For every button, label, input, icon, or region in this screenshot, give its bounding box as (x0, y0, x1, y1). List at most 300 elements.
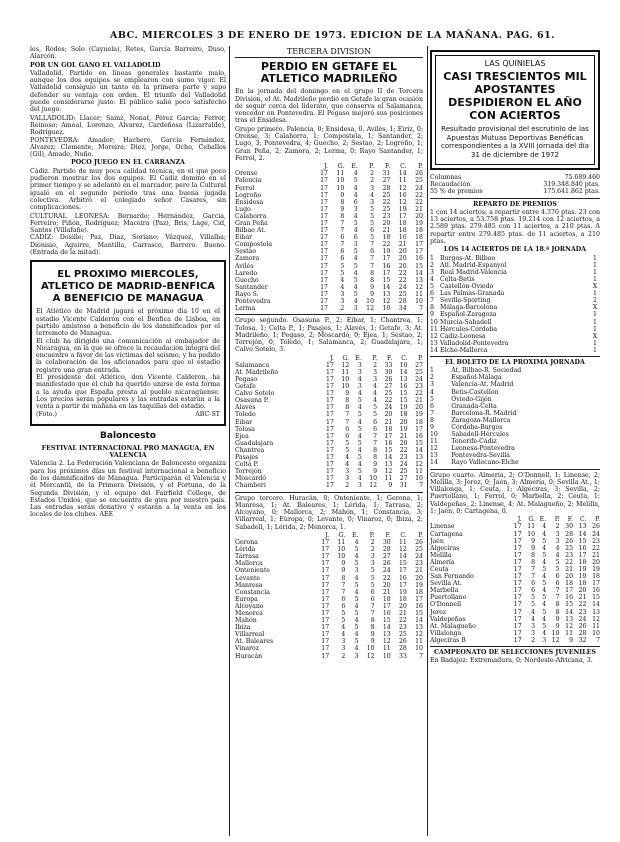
table-cell: J. (325, 531, 330, 539)
table-cell: Tenerife-Cádiz (451, 438, 497, 446)
table-cell: Osasuna P. (235, 397, 269, 405)
table-cell: 22 (382, 198, 391, 206)
table-cell: 9 (370, 638, 375, 646)
table-row (430, 552, 600, 559)
table-cell: J. (517, 516, 522, 524)
table-cell: 17 (320, 220, 328, 228)
table-cell: Avilés (235, 262, 254, 270)
table-cell: 4 (542, 573, 547, 581)
table-cell: 17 (320, 184, 328, 192)
table-cell: 16 (399, 383, 408, 391)
table-cell: 25 (399, 468, 408, 476)
table-row (235, 227, 423, 234)
table-cell: 5 (345, 439, 350, 447)
table-cell: 15 (382, 617, 391, 625)
table-row (235, 610, 423, 617)
table-cell: 19 (415, 411, 423, 419)
table-cell: F. (387, 354, 393, 362)
table-cell: Betis-Castellón (451, 388, 499, 396)
table-cell: 28 (382, 546, 391, 554)
table-cell: 3 (354, 652, 359, 660)
table-row (235, 419, 423, 426)
table-cell: 11 (398, 539, 407, 547)
table-cell: 9 (531, 537, 536, 545)
tercera-kicker: TERCERA DIVISION (286, 47, 372, 56)
rule (430, 646, 600, 647)
table-cell: G. (337, 163, 345, 171)
table-cell: 10 (399, 361, 408, 369)
table-cell: 10 (366, 298, 375, 306)
table-cell: 4 (357, 418, 362, 426)
table-cell: P. (418, 531, 423, 539)
table-cell: 17 (398, 212, 407, 220)
table-cell: 11 (565, 629, 574, 637)
table-cell: Rayo Vallecano-Elche (451, 459, 519, 467)
table-cell: 4 (373, 397, 378, 405)
table-cell: 5 (357, 439, 362, 447)
table-cell: 5 (430, 283, 434, 291)
table-cell: 21 (578, 594, 587, 602)
table-cell: Ferrol (235, 184, 255, 192)
table-cell: 22 (399, 446, 408, 454)
benfica-headline: EL PROXIMO MIERCOLES, ATLETICO DE MADRID-BENFICA A BENEFICIO DE MANAGUA (41, 269, 215, 305)
table-cell: Pontevedra (235, 298, 271, 306)
table-cell: Mahón (235, 617, 257, 625)
table-cell: 20 (398, 255, 407, 263)
table-cell: 30 (565, 523, 574, 531)
table-cell: 3 (357, 383, 362, 391)
table-cell: 1 (593, 261, 597, 269)
table-cell: 12 (366, 652, 375, 660)
table-cell: 4 (353, 227, 358, 235)
juveniles-heading: CAMPEONATO DE SELECCIONES JUVENILES (434, 649, 596, 657)
table-cell: 4 (542, 530, 547, 538)
table-row (430, 637, 600, 644)
table-cell: 3 (555, 530, 560, 538)
column-left (30, 46, 226, 520)
table-cell: 1 (430, 367, 434, 375)
table-cell: Alcoyano (235, 602, 264, 610)
table-cell: Logroño (235, 191, 262, 199)
table-cell: 1 (593, 254, 597, 262)
table-cell: 21 (592, 551, 600, 559)
table-cell: Ibiza (235, 624, 251, 632)
table-row (235, 426, 423, 433)
table-cell: 9 (531, 544, 536, 552)
table-cell: 6 (555, 580, 560, 588)
benfica-code: ABC-ST (195, 411, 220, 419)
table-cell: 17 (326, 439, 334, 447)
table-cell: 11 (336, 170, 345, 178)
table-cell: 17 (321, 638, 330, 646)
table-cell: 18 (578, 558, 587, 566)
table-cell: 16 (384, 439, 393, 447)
table-cell: 5 (531, 601, 536, 609)
table-cell: 10 (527, 530, 536, 538)
table-cell: F. (385, 531, 391, 539)
table-cell: Jerez (430, 608, 447, 616)
table-cell: Linense (430, 523, 455, 531)
table-cell: C. (400, 163, 407, 171)
table-cell: 75.689.460 (564, 174, 600, 182)
table-cell: 22 (398, 276, 407, 284)
table-cell: O'Donnell (430, 601, 462, 609)
table-cell: Leonesa-Pontevedra (451, 445, 515, 453)
table-cell: 12 (415, 631, 423, 639)
table-cell: 17 (320, 234, 328, 242)
table-row (235, 248, 423, 255)
table-row (235, 284, 423, 291)
table-row (430, 531, 600, 538)
table-cell: Europa (235, 595, 258, 603)
table-cell: 7 (596, 636, 600, 644)
table-cell: 33 (384, 361, 393, 369)
table-cell: 4 (357, 376, 362, 383)
table-cell: Laredo (235, 269, 258, 277)
table-cell: 4 (354, 539, 359, 547)
table-cell: 10 (415, 475, 423, 483)
table-row (235, 411, 423, 418)
table-cell: Menorca (235, 610, 263, 618)
table-cell: 18 (415, 234, 423, 242)
table-cell: 17 (415, 425, 423, 433)
table-cell: 4 (354, 588, 359, 596)
table-cell: 13 (384, 461, 393, 469)
table-cell: Algeciras (430, 544, 460, 552)
table-cell: 21 (398, 241, 407, 249)
table-cell: 17 (415, 595, 423, 603)
table-cell (235, 163, 312, 170)
table-cell: 13 (382, 290, 391, 298)
table-cell: 1 (430, 254, 434, 262)
table-cell: 16 (382, 610, 391, 618)
table-cell: 25 (415, 368, 423, 376)
table-cell: 8 (430, 304, 434, 312)
table-cell: 9 (370, 290, 375, 298)
table-cell: 5 (542, 566, 547, 574)
benfica-body: El Atlético de Madrid jugará el próximo día 10 en el estadio Vicente Calderón con el Benfica de Lisboa, en partido amistoso a beneficio de los damnificados por el terremoto de Managua. El club ha dirigido una comunicación al embajador de Nicaragua, en la que se ofrece la recaudación íntegra del encuentro a favor de las víctimas del seísmo, y ha pedido la colaboración de los aficionados para que el estadio registre una gran entrada. El presidente del Atlético, don Vicente Calderón, ha manifestado que el club ha querido unirse de esta forma a la ayuda que España presta al pueblo nicaragüense. Los precios serán populares y las entradas estarán a la venta a partir de mañana en las taquillas del estadio. (36, 308, 220, 411)
table-cell: 18 (415, 418, 423, 426)
table-cell: 18 (398, 220, 407, 228)
table-cell: Manresa (235, 581, 263, 589)
table-cell: 20 (382, 220, 391, 228)
list-item (430, 276, 600, 283)
table-cell: 4 (354, 617, 359, 625)
table-cell: 4 (354, 602, 359, 610)
table-cell: 18 (592, 573, 600, 581)
table-cell: 4 (353, 298, 358, 306)
table-cell: 27 (384, 383, 393, 391)
page-header: ABC. MIERCOLES 3 DE ENERO DE 1973. EDICION DE LA MAÑANA. PAG. 61. (110, 30, 555, 41)
rule (235, 492, 423, 493)
table-cell: 2 (370, 177, 375, 185)
table-cell: 7 (419, 482, 423, 490)
table-cell: 4 (531, 615, 536, 623)
table-cell: 10 (382, 652, 391, 660)
table-cell: 31 (399, 482, 408, 490)
table-row (235, 298, 423, 305)
baloncesto-heading: Baloncesto (100, 430, 156, 441)
table-cell: 3 (555, 537, 560, 545)
table-cell: G. (528, 516, 536, 524)
table-cell: At. Madrileño (235, 368, 279, 376)
table-cell: 5 (430, 395, 434, 403)
table-cell: 11 (337, 539, 346, 547)
table-cell: 5 (354, 610, 359, 618)
table-cell: 7 (370, 241, 375, 249)
table-cell: 17 (326, 468, 334, 476)
table-cell: 23 (415, 560, 423, 568)
table-cell: 7 (340, 241, 345, 249)
table-row (430, 573, 600, 580)
table-cell: Levante (235, 574, 261, 582)
table-cell: 25 (415, 177, 423, 185)
quiniela-box (430, 50, 600, 170)
table-cell: 175.641.862 ptas. (543, 188, 600, 196)
table-cell: 15 (415, 439, 423, 447)
table-cell: 17 (321, 645, 330, 653)
table-cell: 17 (513, 608, 522, 616)
list-item (430, 431, 600, 438)
table-cell: 4 (555, 544, 560, 552)
table-cell: J. (329, 354, 334, 362)
table-cell: 15 (565, 601, 574, 609)
table-cell: 8 (345, 397, 350, 405)
table-cell: 34 (398, 305, 407, 313)
list-item (430, 445, 600, 452)
table-cell: 22 (382, 574, 391, 582)
table-cell: 14 (592, 601, 600, 609)
table-cell: 21 (565, 566, 574, 574)
table-cell: 4 (370, 191, 375, 199)
table-cell: 23 (399, 454, 408, 462)
table-cell: C. (401, 354, 408, 362)
table-row (235, 447, 423, 454)
table-cell: 11 (430, 325, 438, 333)
table-cell: 10 (336, 177, 345, 185)
table-cell: 22 (578, 601, 587, 609)
table-cell: 319.348.840 ptas. (543, 181, 600, 189)
table-row (235, 440, 423, 447)
list-item (430, 396, 600, 403)
table-cell: 5 (357, 454, 362, 462)
table-cell: 4 (542, 558, 547, 566)
table-cell: 18 (398, 595, 407, 603)
table-cell: 16 (415, 602, 423, 610)
table-cell: F. (567, 516, 574, 524)
table-cell: 13 (578, 523, 587, 531)
table-cell: 5 (354, 638, 359, 646)
table-cell: 4 (373, 390, 378, 398)
table-cell: 10 (430, 318, 438, 326)
table-cell: Gerona (235, 539, 258, 547)
table-cell: 5 (531, 594, 536, 602)
table-cell: 19 (399, 404, 408, 412)
table-cell: 17 (513, 544, 522, 552)
table-cell: 12 (398, 184, 407, 192)
table-cell: 3 (354, 567, 359, 575)
table-row (235, 567, 423, 574)
table-cell: 11 (527, 523, 536, 531)
table-cell: 5 (357, 411, 362, 419)
table-cell: 30 (382, 539, 391, 547)
table-cell: 17 (321, 553, 330, 561)
table-row (235, 192, 423, 199)
table-cell: 5 (353, 248, 358, 256)
table-cell: 4 (353, 269, 358, 277)
table-cell: 4 (341, 631, 346, 639)
table-cell: Huracán (235, 652, 263, 660)
table-cell: 16 (398, 574, 407, 582)
table-cell: 12 (430, 445, 438, 453)
table-cell: 8 (370, 269, 375, 277)
table-cell: 17 (513, 566, 522, 574)
table-cell: 17 (513, 523, 522, 531)
table-cell: Melilla (430, 551, 452, 559)
table-cell: 17 (382, 255, 391, 263)
table-cell: 4 (531, 608, 536, 616)
table-cell: 10 (430, 431, 438, 439)
table-cell: 13 (415, 454, 423, 462)
table-cell: 17 (320, 283, 328, 291)
table-cell: Guadalajara (235, 439, 274, 447)
table-cell: 2 (345, 482, 350, 490)
table-cell: 8 (340, 212, 345, 220)
table-cell: Torrejón (235, 468, 262, 476)
table-cell: 2 (340, 305, 345, 313)
table-cell: 2 (593, 297, 597, 305)
table-cell: 3 (357, 368, 362, 376)
quiniela-kicker: LAS QUINIELAS (484, 59, 546, 68)
table-row (235, 199, 423, 206)
table-cell: 4 (353, 255, 358, 263)
table-row (235, 355, 423, 362)
table-cell: 7 (555, 587, 560, 595)
table-cell: 9 (341, 567, 346, 575)
benfica-foot (36, 411, 220, 418)
list-item (430, 424, 600, 431)
table-cell: 18 (382, 595, 391, 603)
table-cell: 17 (320, 177, 328, 185)
table-cell: 20 (415, 404, 423, 412)
table-cell: 12 (592, 615, 600, 623)
table-cell: 17 (321, 624, 330, 632)
table-cell: 4 (345, 454, 350, 462)
table-row (430, 566, 600, 573)
table-cell: 2 (370, 170, 375, 178)
table-cell: 3 (370, 560, 375, 568)
table-cell: 5 (370, 567, 375, 575)
table-cell: 8 (373, 446, 378, 454)
table-cell: Constancia (235, 588, 270, 596)
table-cell: E. (355, 354, 362, 362)
table-cell: 3 (357, 361, 362, 369)
table-cell: Hércules-Córdoba (440, 325, 498, 333)
table-cell: 22 (565, 558, 574, 566)
table-cell: Villarreal (235, 631, 265, 639)
list-item (430, 255, 600, 262)
table-cell: Celta-Betis (440, 275, 475, 283)
table-row (430, 630, 600, 637)
table-cell: 17 (513, 587, 522, 595)
table-cell: 18 (415, 588, 423, 596)
table-cell: 10 (337, 546, 346, 554)
table-cell: 3 (531, 622, 536, 630)
table-cell: 12 (382, 638, 391, 646)
table-row (235, 277, 423, 284)
table-cell: 26 (415, 170, 423, 178)
list-item (430, 367, 600, 374)
table-cell: 7 (419, 652, 423, 660)
table-cell: 17 (382, 269, 391, 277)
table-cell: 19 (382, 248, 391, 256)
table-cell: 17 (320, 269, 328, 277)
table-cell: 16 (415, 255, 423, 263)
table-cell: 5 (370, 220, 375, 228)
table-cell: 7 (419, 305, 423, 313)
table-cell: 25 (398, 290, 407, 298)
table-cell: 17 (320, 170, 328, 178)
table-cell: 5 (353, 220, 358, 228)
table-cell: Lerma (235, 305, 256, 313)
table-cell: 17 (326, 475, 334, 483)
table-row (235, 539, 423, 546)
table-cell: Columnas (430, 174, 462, 182)
table-cell: 14 (398, 553, 407, 561)
table-cell: Elche-Mallorca (440, 346, 488, 354)
table-cell: 28 (398, 298, 407, 306)
table-row (235, 631, 423, 638)
table-cell: 17 (321, 574, 330, 582)
table-cell: 22 (384, 397, 393, 405)
table-cell: 10 (415, 645, 423, 653)
table-row (235, 560, 423, 567)
table-cell: 4 (430, 388, 434, 396)
table-cell: 2 (430, 261, 434, 269)
table-cell: 4 (354, 645, 359, 653)
table-cell: Ejea (235, 432, 249, 440)
table-cell: 18 (415, 227, 423, 235)
column-right (430, 46, 600, 666)
table-cell: 15 (382, 276, 391, 284)
table-cell: 13 (430, 452, 438, 460)
table-cell: 5 (542, 580, 547, 588)
table-cell: 3 (370, 184, 375, 192)
table-cell: G. (342, 354, 350, 362)
table-cell: 17 (320, 262, 328, 270)
table-row (235, 376, 423, 383)
group4-results: Grupo cuarto. Almería, 2; O'Donnell, 1; Linense, 2; Melilla, 3; Jerez, 0; Jaén, 3; Almería, 0; Sevilla At., 1; Villalonga, 1; Ceuta, 1; Algeciras, 3; Sevilla, 2; Puertollano, 1; Ferrol, 0; Marbella, 2; Ceuta, 1; Valdepeñas, 2; Linense, 4; At. Malagueño, 2; Melilla, 1; Jaén, 0; Cartagena, 0. (430, 471, 600, 516)
benfica-box (30, 260, 226, 425)
table-cell: 4 (542, 629, 547, 637)
list-item (430, 304, 600, 311)
table-cell: 2 (341, 652, 346, 660)
table-cell: 8 (345, 404, 350, 412)
table-cell: 18 (399, 411, 408, 419)
table-cell: 6 (345, 432, 350, 440)
list-item (430, 347, 600, 354)
group2-results: Grupo segundo. Osasuna P., 2; Eibar, 1; Chantrea, 1; Tolosa, 1; Celta P., 1; Pasajes, 1; Alavés, 1; Getafe, 3; At. Madrileño, 1; Pegaso, 2; Moscardó, 0; Ejea, 1; Sestao, 2; Torrejón, 0; Toledo, 1; Salamanca, 2; Guadalajara, 1; Calvo Sotelo, 3. (235, 317, 423, 354)
table-cell: 11 (341, 368, 350, 376)
table-row (235, 397, 423, 404)
table-cell: 6 (531, 580, 536, 588)
table-cell: 7 (531, 566, 536, 574)
table-cell: 23 (382, 212, 391, 220)
table-cell: 4 (357, 404, 362, 412)
table-row (235, 383, 423, 390)
table-cell: 18 (578, 580, 587, 588)
table-cell: 17 (513, 636, 522, 644)
